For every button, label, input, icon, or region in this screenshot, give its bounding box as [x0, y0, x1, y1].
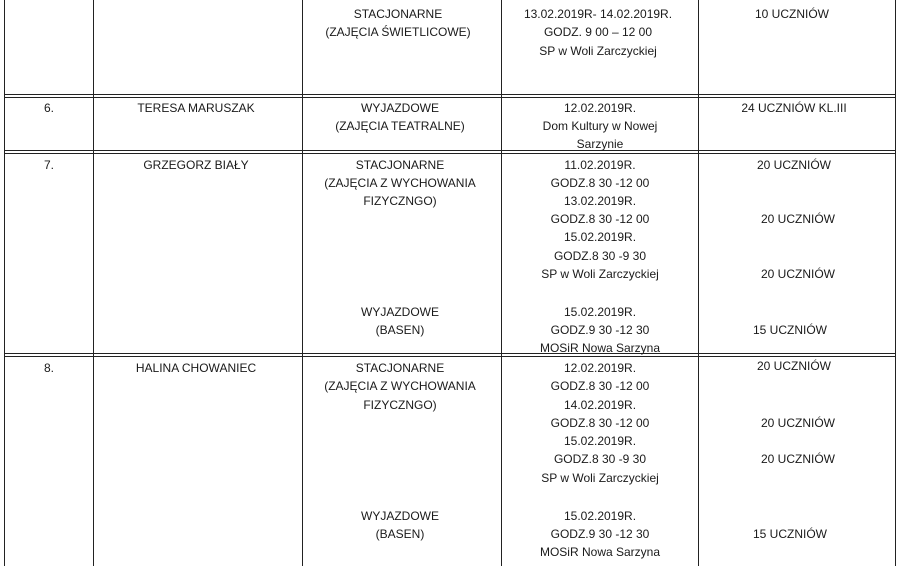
students-count: 20 UCZNIÓW	[760, 452, 836, 466]
date-line: Sarzynie	[576, 137, 624, 151]
form-line: (ZAJĘCIA TEATRALNE)	[335, 119, 465, 133]
teacher-name: TERESA MARUSZAK	[137, 101, 255, 115]
form-line: (ZAJĘCIA Z WYCHOWANIA	[324, 176, 476, 190]
row-number: 8.	[43, 361, 55, 375]
form-line: STACJONARNE	[353, 7, 443, 21]
date-line: GODZ.8 30 -9 30	[553, 452, 647, 466]
date-line: GODZ.9 30 -12 30	[550, 323, 650, 337]
form-line: FIZYCZNGO)	[363, 194, 437, 208]
date-line: GODZ. 9 00 – 12 00	[543, 25, 653, 39]
form-line: STACJONARNE	[355, 158, 445, 172]
form-line: (BASEN)	[375, 323, 425, 337]
row-number: 6.	[43, 101, 55, 115]
students-count: 20 UCZNIÓW	[760, 212, 836, 226]
date-line: 13.02.2019R- 14.02.2019R.	[523, 7, 673, 21]
form-line: WYJAZDOWE	[361, 509, 439, 523]
form-line: (ZAJĘCIA Z WYCHOWANIA	[324, 379, 476, 393]
date-line: 13.02.2019R.	[563, 194, 637, 208]
date-line: GODZ.8 30 -12 00	[550, 416, 650, 430]
students-count: 15 UCZNIÓW	[752, 527, 828, 541]
students-count: 15 UCZNIÓW	[752, 323, 828, 337]
date-line: 15.02.2019R.	[563, 305, 637, 319]
date-line: GODZ.8 30 -12 00	[550, 212, 650, 226]
students-count: 20 UCZNIÓW	[760, 416, 836, 430]
date-line: Dom Kultury w Nowej	[542, 119, 658, 133]
date-line: SP w Woli Zarczyckiej	[539, 44, 657, 58]
form-line: (ZAJĘCIA ŚWIETLICOWE)	[325, 25, 471, 39]
students-count: 24 UCZNIÓW KL.III	[741, 101, 847, 115]
date-line: 11.02.2019R.	[564, 158, 636, 172]
date-line: 15.02.2019R.	[563, 509, 637, 523]
students-count: 20 UCZNIÓW	[760, 267, 836, 281]
form-line: FIZYCZNGO)	[363, 398, 437, 412]
students-count: 10 UCZNIÓW	[754, 7, 830, 21]
students-count: 20 UCZNIÓW	[756, 158, 832, 172]
date-line: 12.02.2019R.	[563, 361, 637, 375]
teacher-name: GRZEGORZ BIAŁY	[143, 158, 249, 172]
form-line: (BASEN)	[375, 527, 425, 541]
date-line: GODZ.9 30 -12 30	[550, 527, 650, 541]
date-line: 12.02.2019R.	[563, 101, 637, 115]
form-line: WYJAZDOWE	[361, 101, 439, 115]
date-line: SP w Woli Zarczyckiej	[541, 471, 659, 485]
form-line: WYJAZDOWE	[361, 305, 439, 319]
date-line: 15.02.2019R.	[563, 230, 637, 244]
date-line: MOSiR Nowa Sarzyna	[539, 545, 661, 559]
date-line: GODZ.8 30 -12 00	[550, 176, 650, 190]
date-line: GODZ.8 30 -12 00	[550, 379, 650, 393]
date-line: 15.02.2019R.	[563, 434, 637, 448]
date-line: MOSiR Nowa Sarzyna	[539, 341, 661, 355]
date-line: 14.02.2019R.	[563, 398, 637, 412]
students-count: 20 UCZNIÓW	[756, 359, 832, 373]
teacher-name: HALINA CHOWANIEC	[135, 361, 257, 375]
row-number: 7.	[43, 158, 55, 172]
date-line: GODZ.8 30 -9 30	[553, 249, 647, 263]
date-line: SP w Woli Zarczyckiej	[541, 267, 659, 281]
form-line: STACJONARNE	[355, 361, 445, 375]
